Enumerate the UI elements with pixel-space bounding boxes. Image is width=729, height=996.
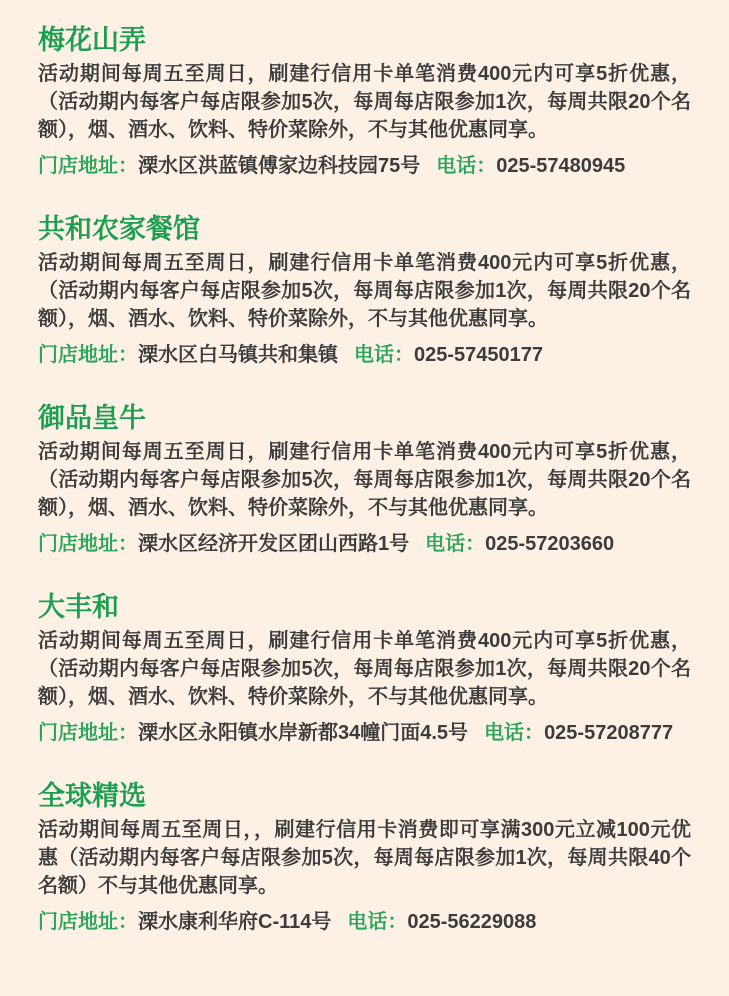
merchant-section [38,215,691,367]
phone-label: 电话： [484,722,545,744]
address-value: 溧水区洪蓝镇傅家边科技园75号 [138,155,421,177]
phone-label: 电话： [436,155,497,177]
promotion-description: 活动期间每周五至周日，刷建行信用卡单笔消费400元内可享5折优惠，（活动期内每客户每店限参加5次，每周每店限参加1次，每周共限20个名额），烟、酒水、饮料、特价菜除外，不与其他优惠同享。 [38,63,691,141]
merchant-name: 大丰和 [38,592,119,622]
merchant-section [38,593,691,745]
address-label: 门店地址： [38,344,138,366]
address-label: 门店地址： [38,533,138,555]
address-value: 溧水区永阳镇水岸新都34幢门面4.5号 [138,722,469,744]
promotion-description: 活动期间每周五至周日，刷建行信用卡单笔消费400元内可享5折优惠，（活动期内每客户每店限参加5次，每周每店限参加1次，每周共限20个名额），烟、酒水、饮料、特价菜除外，不与其他优惠同享。 [38,441,691,519]
merchant-section [38,26,691,178]
address-value: 溧水区白马镇共和集镇 [138,344,338,366]
phone-label: 电话： [354,344,414,366]
store-contact-row [38,154,691,178]
phone-value: 025-57203660 [485,533,615,555]
phone-value: 025-57480945 [496,155,626,177]
promotion-description: 活动期间每周五至周日，，刷建行信用卡消费即可享满300元立减100元优惠（活动期内每客户每店限参加5次，每周每店限参加1次，每周共限40个名额）不与其他优惠同享。 [38,819,691,897]
promotion-description: 活动期间每周五至周日，刷建行信用卡单笔消费400元内可享5折优惠，（活动期内每客户每店限参加5次，每周每店限参加1次，每周共限20个名额），烟、酒水、饮料、特价菜除外，不与其他优惠同享。 [38,630,691,708]
merchant-name: 全球精选 [38,781,146,811]
merchant-section [38,404,691,556]
address-value: 溧水区经济开发区团山西路1号 [138,533,410,555]
merchant-name: 御品皇牛 [38,403,146,433]
store-contact-row [38,910,691,934]
address-label: 门店地址： [38,911,138,933]
address-value: 溧水康利华府C-114号 [138,911,332,933]
phone-value: 025-57450177 [414,344,544,366]
phone-value: 025-56229088 [407,911,537,933]
address-label: 门店地址： [38,722,138,744]
merchant-section [38,782,691,934]
store-contact-row [38,532,691,556]
address-label: 门店地址： [38,155,138,177]
store-contact-row [38,721,691,745]
phone-value: 025-57208777 [544,722,674,744]
promotion-description: 活动期间每周五至周日，刷建行信用卡单笔消费400元内可享5折优惠，（活动期内每客户每店限参加5次，每周每店限参加1次，每周共限20个名额），烟、酒水、饮料、特价菜除外，不与其他优惠同享。 [38,252,691,330]
merchant-name: 共和农家餐馆 [38,214,200,244]
store-contact-row [38,343,691,367]
phone-label: 电话： [347,911,408,933]
phone-label: 电话： [425,533,486,555]
merchant-name: 梅花山弄 [38,25,146,55]
